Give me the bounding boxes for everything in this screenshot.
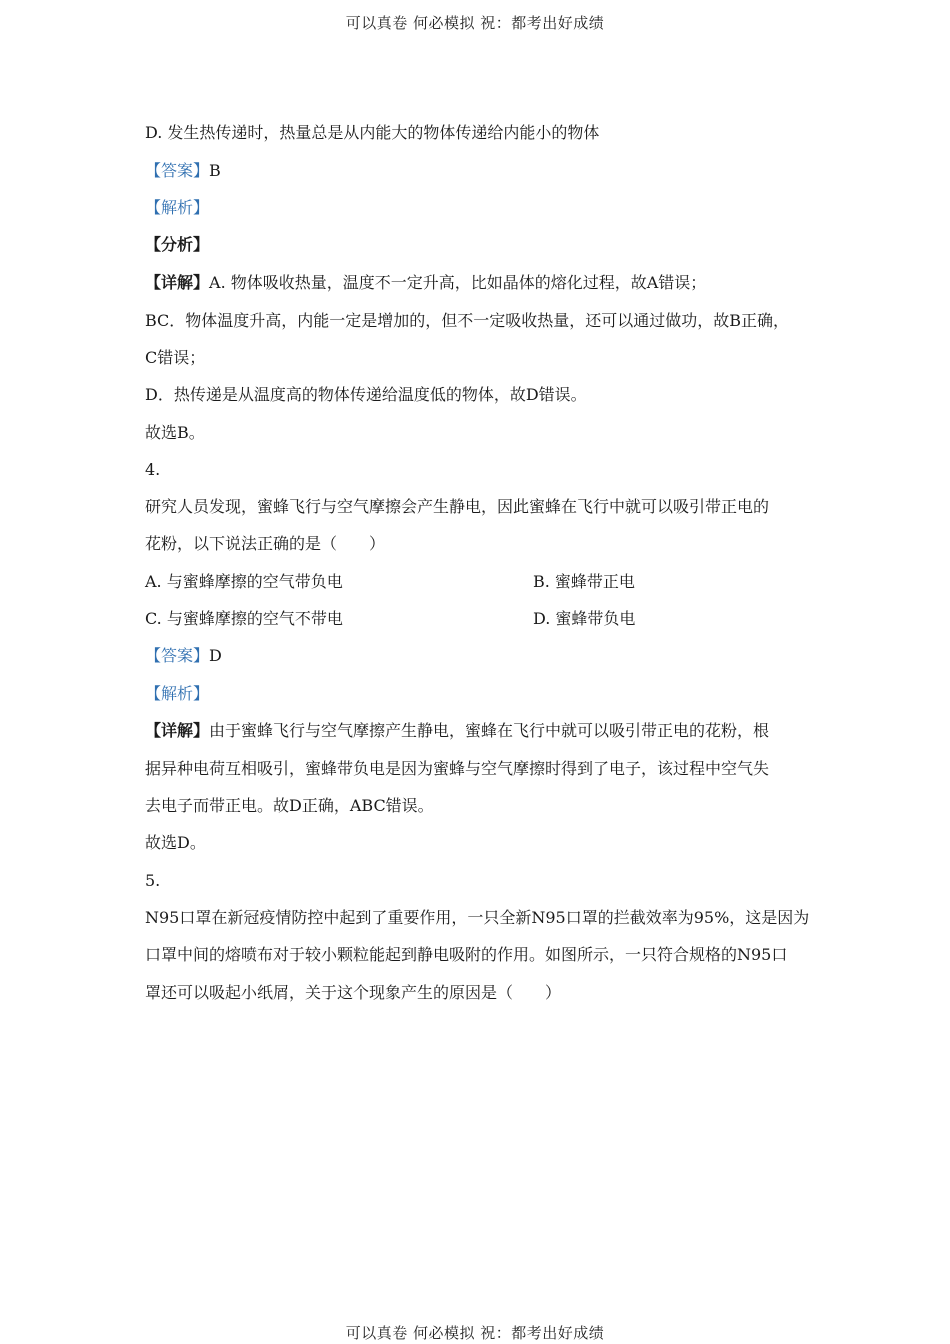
q5-number: 5. [145, 871, 161, 890]
detail-text: 由于蜜蜂飞行与空气摩擦产生静电，蜜蜂在飞行中就可以吸引带正电的花粉，根 [209, 721, 770, 740]
q4-option-b: B. 蜜蜂带正电 [533, 572, 635, 591]
q3-detail-bc-1: BC．物体温度升高，内能一定是增加的，但不一定吸收热量，还可以通过做功，故B正确， [145, 311, 790, 330]
analysis-tag: 【解析】 [145, 198, 210, 217]
q4-number: 4. [145, 460, 161, 479]
page-footer: 可以真卷 何必模拟 祝：都考出好成绩 [345, 1324, 605, 1342]
q4-detail-2: 据异种电荷互相吸引，蜜蜂带负电是因为蜜蜂与空气摩擦时得到了电子，该过程中空气失 [145, 759, 770, 778]
q3-choose: 故选B。 [145, 423, 205, 442]
detail-tag: 【详解】 [145, 273, 210, 292]
q4-stem-1: 研究人员发现，蜜蜂飞行与空气摩擦会产生静电，因此蜜蜂在飞行中就可以吸引带正电的 [145, 497, 770, 516]
answer-value: D [209, 646, 222, 665]
q5-stem-1: N95口罩在新冠疫情防控中起到了重要作用，一只全新N95口罩的拦截效率为95%，这是因为 [145, 908, 810, 927]
fenxi-tag: 【分析】 [145, 235, 210, 254]
q3-fenxi-tag [145, 234, 209, 256]
q4-detail-3: 去电子而带正电。故D正确，ABC错误。 [145, 796, 434, 815]
analysis-tag: 【解析】 [145, 684, 210, 703]
q3-detail-a [145, 272, 706, 294]
q4-answer [145, 645, 222, 667]
q4-option-d: D. 蜜蜂带负电 [533, 609, 636, 628]
detail-text: A. 物体吸收热量，温度不一定升高，比如晶体的熔化过程，故A错误； [209, 273, 707, 292]
q4-option-a: A. 与蜜蜂摩擦的空气带负电 [145, 572, 343, 591]
answer-tag: 【答案】 [145, 161, 210, 180]
q4-detail-1 [145, 720, 769, 742]
q4-stem-2: 花粉，以下说法正确的是（ ） [145, 534, 386, 553]
q4-option-c: C. 与蜜蜂摩擦的空气不带电 [145, 609, 343, 628]
page-header: 可以真卷 何必模拟 祝：都考出好成绩 [345, 14, 605, 32]
q4-choose: 故选D。 [145, 833, 206, 852]
detail-tag: 【详解】 [145, 721, 210, 740]
q3-option-d: D. 发生热传递时，热量总是从内能大的物体传递给内能小的物体 [145, 123, 600, 142]
answer-value: B [209, 161, 221, 180]
q3-detail-bc-2: C错误； [145, 348, 206, 367]
q4-analysis-tag [145, 683, 209, 705]
q3-answer [145, 160, 221, 182]
q5-stem-3: 罩还可以吸起小纸屑，关于这个现象产生的原因是（ ） [145, 983, 562, 1002]
q3-detail-d: D．热传递是从温度高的物体传递给温度低的物体，故D错误。 [145, 385, 587, 404]
answer-tag: 【答案】 [145, 646, 210, 665]
q3-analysis-tag [145, 197, 209, 219]
q5-stem-2: 口罩中间的熔喷布对于较小颗粒能起到静电吸附的作用。如图所示，一只符合规格的N95口 [145, 945, 788, 964]
